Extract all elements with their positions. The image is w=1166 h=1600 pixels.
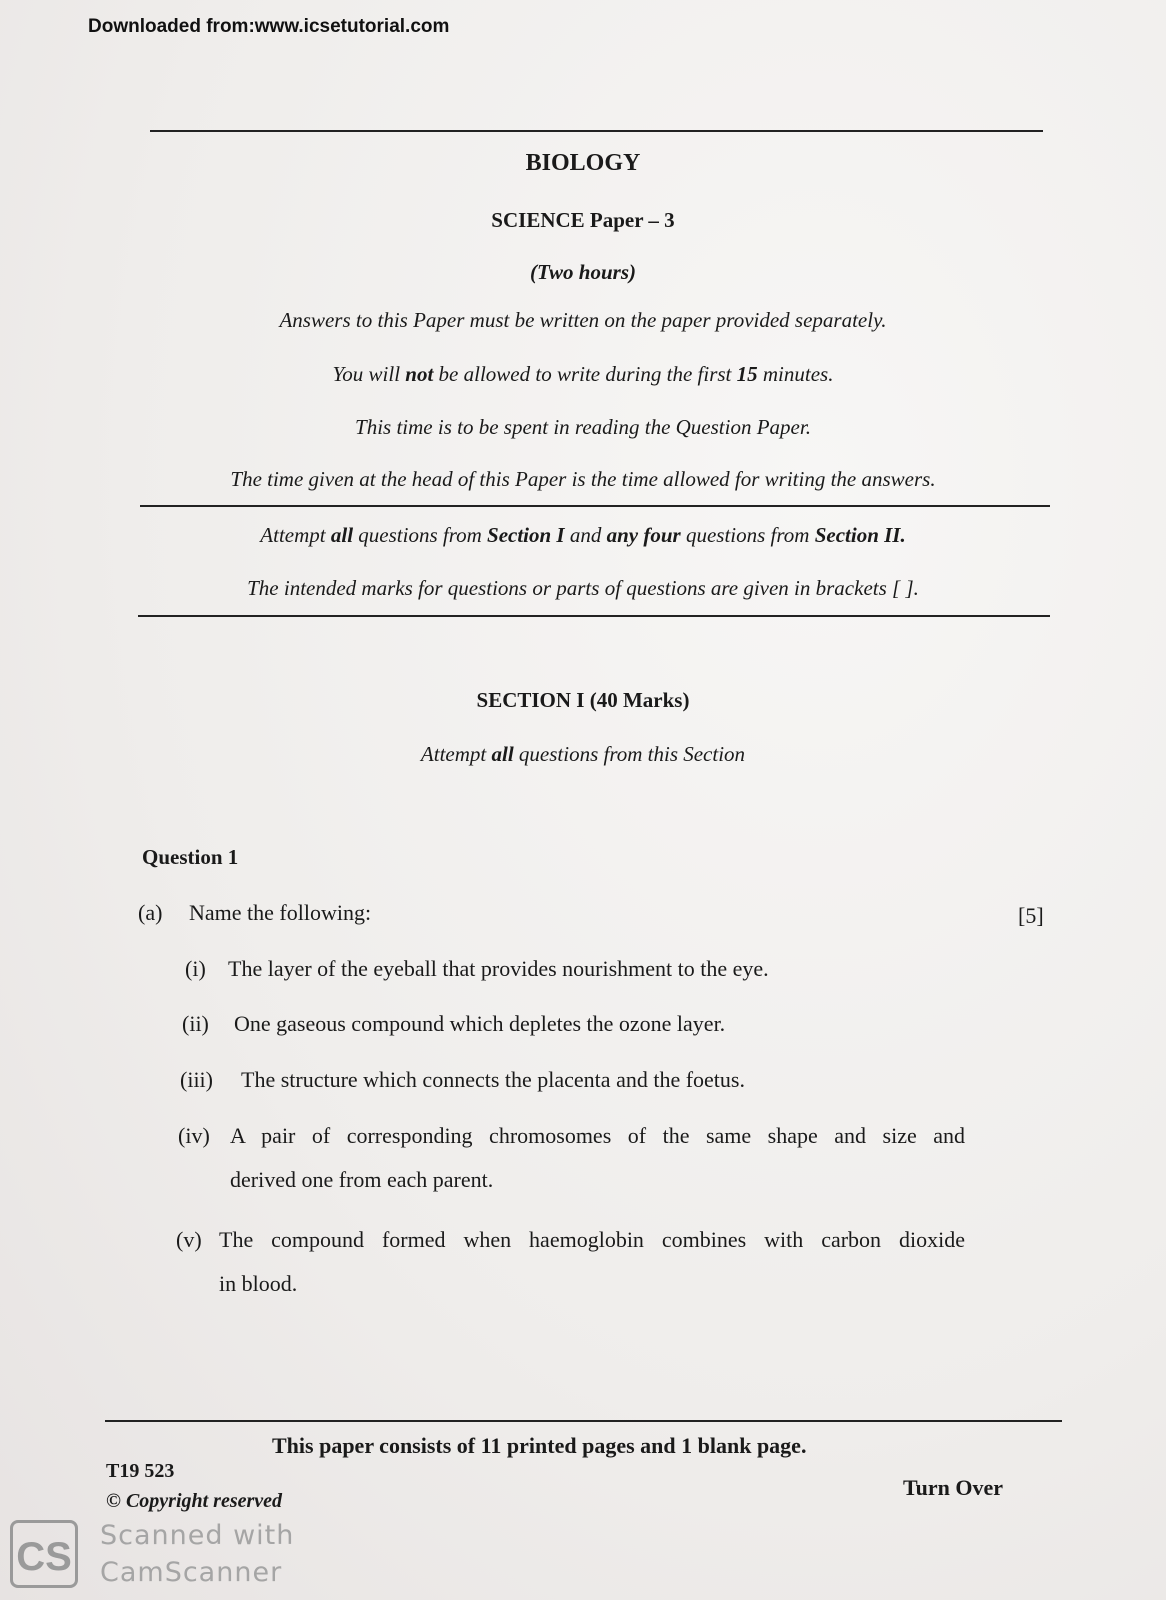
- item-text: in blood.: [219, 1271, 298, 1296]
- page-count-note: This paper consists of 11 printed pages and 1 blank page.: [272, 1433, 807, 1458]
- text-segment: Answers to this Paper must be written on the paper provided separately.: [279, 308, 887, 332]
- text-segment: not: [405, 362, 434, 386]
- text-segment: any four: [606, 523, 681, 547]
- text-segment: 15: [736, 362, 758, 386]
- text-segment: You will: [332, 362, 406, 386]
- item-text: The layer of the eyeball that provides nourishment to the eye.: [228, 956, 769, 981]
- item-text: One gaseous compound which depletes the ozone layer.: [234, 1011, 726, 1036]
- copyright: © Copyright reserved: [106, 1490, 283, 1512]
- text-segment: questions from this Section: [513, 742, 746, 766]
- section-title: SECTION I (40 Marks): [476, 688, 690, 712]
- question-title: Question 1: [142, 845, 239, 869]
- text-segment: The intended marks for questions or parts of questions are given in brackets [ ].: [247, 576, 919, 600]
- text-segment: Attempt: [260, 523, 331, 547]
- subject-title: BIOLOGY: [525, 150, 641, 176]
- item-text: The compound formed when haemoglobin combines with carbon dioxide: [219, 1227, 965, 1252]
- item-text: The structure which connects the placenta and the foetus.: [241, 1067, 745, 1092]
- text-segment: Section II.: [814, 523, 906, 547]
- instruction-line: [0, 415, 1166, 440]
- item-number: (i): [185, 956, 206, 981]
- paper-code: T19 523: [106, 1460, 175, 1482]
- divider: [140, 505, 1050, 507]
- text-segment: and: [564, 523, 607, 547]
- text-segment: Section I: [487, 523, 565, 547]
- text-segment: minutes.: [757, 362, 834, 386]
- part-label: (a): [138, 900, 163, 925]
- duration: (Two hours): [530, 260, 636, 284]
- item-text: A pair of corresponding chromosomes of the same shape and size and: [230, 1123, 965, 1148]
- instruction-line: [0, 362, 1166, 387]
- instruction-line: [0, 523, 1166, 548]
- text-segment: be allowed to write during the first: [433, 362, 737, 386]
- marks: [5]: [1018, 903, 1044, 928]
- divider: [105, 1420, 1062, 1422]
- item-number: (iv): [178, 1123, 210, 1148]
- watermark-line-1: Scanned with: [100, 1520, 295, 1551]
- item-number: (v): [176, 1227, 202, 1252]
- item-text: derived one from each parent.: [230, 1167, 494, 1192]
- download-source-note: Downloaded from:www.icsetutorial.com: [88, 16, 450, 37]
- instruction-line: [0, 576, 1166, 601]
- divider: [138, 615, 1050, 617]
- text-segment: questions from: [680, 523, 815, 547]
- instruction-line: [0, 308, 1166, 333]
- item-number: (iii): [180, 1067, 213, 1092]
- item-number: (ii): [182, 1011, 209, 1036]
- text-segment: Attempt: [420, 742, 492, 766]
- camscanner-logo: CS: [10, 1520, 78, 1588]
- text-segment: questions from: [353, 523, 488, 547]
- section-instruction: [0, 742, 1166, 767]
- text-segment: This time is to be spent in reading the Question Paper.: [355, 415, 811, 439]
- turn-over: Turn Over: [903, 1475, 1004, 1500]
- instruction-line: [0, 467, 1166, 492]
- part-text: Name the following:: [189, 900, 372, 925]
- text-segment: all: [330, 523, 354, 547]
- text-segment: all: [491, 742, 514, 766]
- text-segment: The time given at the head of this Paper is the time allowed for writing the answers.: [230, 467, 936, 491]
- divider: [150, 130, 1043, 132]
- paper-title: SCIENCE Paper – 3: [491, 208, 675, 232]
- watermark-line-2: CamScanner: [100, 1557, 283, 1588]
